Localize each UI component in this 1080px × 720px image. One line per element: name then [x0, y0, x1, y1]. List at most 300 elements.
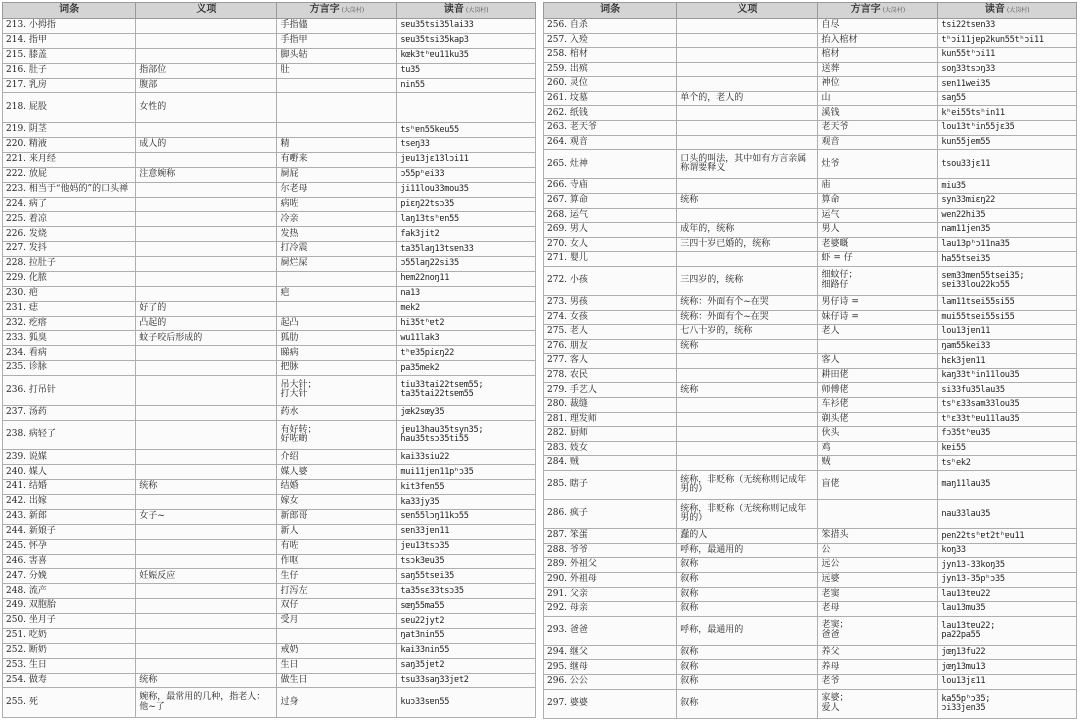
meaning-cell — [677, 354, 818, 369]
dialect-word-cell: 冷亲 — [277, 212, 397, 227]
table-row — [544, 368, 1077, 383]
pronunciation-cell: jœk2sœy35 — [397, 405, 536, 420]
term-cell: 254. 做寿 — [3, 673, 136, 688]
table-row — [3, 346, 536, 361]
pronunciation-cell: hɐm22noŋ11 — [397, 271, 536, 286]
meaning-cell: 单个的，老人的 — [677, 91, 818, 106]
header-term: 词条 — [544, 3, 677, 19]
term-cell: 266. 寺庙 — [544, 179, 677, 194]
meaning-cell — [677, 441, 818, 456]
pronunciation-cell: jyn13-33koŋ35 — [938, 558, 1077, 573]
dialect-word-cell: 老人 — [818, 325, 938, 340]
dialect-word-cell: 作呕 — [277, 554, 397, 569]
meaning-cell — [136, 257, 277, 272]
pronunciation-cell: saŋ55 — [938, 91, 1077, 106]
meaning-cell: 叙称 — [677, 645, 818, 660]
term-cell: 238. 病轻了 — [3, 420, 136, 450]
pronunciation-cell: jɐu13hau35tsyn35; hau35tsɔ35ti55 — [397, 420, 536, 450]
table-row — [3, 450, 536, 465]
pronunciation-cell: laŋ13tsʰɐn55 — [397, 212, 536, 227]
meaning-cell — [677, 121, 818, 136]
meaning-cell — [677, 412, 818, 427]
table-row — [544, 645, 1077, 660]
dialect-word-cell: 盲佬 — [818, 470, 938, 499]
table-row — [544, 295, 1077, 310]
pronunciation-cell: piɛŋ22tsɔ35 — [397, 197, 536, 212]
meaning-cell — [136, 376, 277, 406]
meaning-cell: 呼称，最通用的 — [677, 616, 818, 645]
dialect-word-cell — [277, 271, 397, 286]
pronunciation-cell: sɐn11wei35 — [938, 77, 1077, 92]
pronunciation-cell: ŋam55kei33 — [938, 339, 1077, 354]
table-row — [3, 152, 536, 167]
pronunciation-cell: tsʰɛ33sam33lou35 — [938, 398, 1077, 413]
table-row — [544, 675, 1077, 690]
term-cell: 295. 继母 — [544, 660, 677, 675]
meaning-cell — [136, 182, 277, 197]
term-cell: 245. 怀孕 — [3, 539, 136, 554]
term-cell: 247. 分娩 — [3, 569, 136, 584]
meaning-cell — [136, 465, 277, 480]
dialect-word-cell: 媒人婆 — [277, 465, 397, 480]
meaning-cell — [677, 48, 818, 63]
header-meaning: 义项 — [136, 3, 277, 19]
dialect-word-cell: 受月 — [277, 614, 397, 629]
table-row — [544, 252, 1077, 267]
meaning-cell: 统称 — [677, 339, 818, 354]
table-row — [3, 138, 536, 153]
table-row — [3, 465, 536, 480]
table-row — [544, 77, 1077, 92]
dialect-word-cell: 车衫佬 — [818, 398, 938, 413]
pronunciation-cell: lau13tɐu22; pa22pa55 — [938, 616, 1077, 645]
meaning-cell: 统称，非贬称（无统称则记成年男的） — [677, 470, 818, 499]
dialect-word-cell — [277, 78, 397, 93]
table-row — [3, 212, 536, 227]
table-row — [544, 427, 1077, 442]
dialect-word-cell: 吊大针； 打大针 — [277, 376, 397, 406]
table-row — [3, 227, 536, 242]
meaning-cell — [136, 33, 277, 48]
pronunciation-cell: nam11jen35 — [938, 223, 1077, 238]
dialect-word-cell: 生仔 — [277, 569, 397, 584]
meaning-cell — [136, 19, 277, 34]
dialect-word-cell: 有咗 — [277, 539, 397, 554]
term-cell: 219. 阴茎 — [3, 123, 136, 138]
pronunciation-cell: wen22hi35 — [938, 208, 1077, 223]
left-table-panel — [2, 2, 536, 718]
meaning-cell: 叙称 — [677, 572, 818, 587]
pronunciation-cell: saŋ35jɐt2 — [397, 658, 536, 673]
dialect-word-cell: 屙烂屎 — [277, 257, 397, 272]
table-row — [544, 62, 1077, 77]
term-cell: 216. 肚子 — [3, 63, 136, 78]
meaning-cell: 统称：外面有个~在哭 — [677, 310, 818, 325]
dialect-word-cell: 妹仔诗 = — [818, 310, 938, 325]
term-cell: 231. 痣 — [3, 301, 136, 316]
dialect-word-cell: 笨措头 — [818, 529, 938, 544]
term-cell: 217. 乳房 — [3, 78, 136, 93]
meaning-cell: 统称 — [136, 480, 277, 495]
term-cell: 277. 客人 — [544, 354, 677, 369]
term-cell: 271. 婴儿 — [544, 252, 677, 267]
dialect-word-cell: 家婆； 爱人 — [818, 689, 938, 718]
term-cell: 215. 膝盖 — [3, 48, 136, 63]
pronunciation-cell: ka55pʰɔ35; ɔi33jen35 — [938, 689, 1077, 718]
meaning-cell: 叙称 — [677, 675, 818, 690]
meaning-cell: 统称 — [136, 673, 277, 688]
dialect-word-cell: 公 — [818, 543, 938, 558]
term-cell: 258. 棺材 — [544, 48, 677, 63]
meaning-cell — [677, 398, 818, 413]
term-cell: 233. 狐臭 — [3, 331, 136, 346]
header-dialect-note: (大岗村) — [882, 7, 906, 15]
term-cell: 226. 发烧 — [3, 227, 136, 242]
term-cell: 225. 着凉 — [3, 212, 136, 227]
term-cell: 281. 理发师 — [544, 412, 677, 427]
dialect-word-cell: 睇病 — [277, 346, 397, 361]
meaning-cell: 婉称，最常用的几种，指老人：他~了 — [136, 688, 277, 718]
pronunciation-cell: kuɔ33sɐn55 — [397, 688, 536, 718]
dialect-word-cell: 狐肋 — [277, 331, 397, 346]
meaning-cell — [677, 135, 818, 150]
term-cell: 223. 相当于“他妈的”的口头禅 — [3, 182, 136, 197]
table-row — [3, 242, 536, 257]
meaning-cell — [136, 197, 277, 212]
meaning-cell — [136, 152, 277, 167]
pronunciation-cell: kʰei55tsʰin11 — [938, 106, 1077, 121]
pronunciation-cell: kœk3tʰɐu11ku35 — [397, 48, 536, 63]
pronunciation-cell: fɔ35tʰɐu35 — [938, 427, 1077, 442]
term-cell: 220. 精液 — [3, 138, 136, 153]
table-row — [3, 420, 536, 450]
table-row — [3, 688, 536, 718]
term-cell: 287. 笨蛋 — [544, 529, 677, 544]
dialect-word-cell: 肚 — [277, 63, 397, 78]
pronunciation-cell: sɐu35tsi35kap3 — [397, 33, 536, 48]
dialect-word-cell — [818, 500, 938, 529]
dialect-word-cell: 打泻左 — [277, 584, 397, 599]
table-row — [544, 325, 1077, 340]
pronunciation-cell: koŋ33 — [938, 543, 1077, 558]
table-row — [544, 354, 1077, 369]
table-row — [544, 441, 1077, 456]
pronunciation-cell: sœŋ55ma55 — [397, 599, 536, 614]
meaning-cell — [136, 658, 277, 673]
meaning-cell — [136, 48, 277, 63]
pronunciation-cell: hɛk3jɐn11 — [938, 354, 1077, 369]
meaning-cell — [677, 62, 818, 77]
dialect-word-cell: 疤 — [277, 286, 397, 301]
table-row — [3, 19, 536, 34]
term-cell: 224. 病了 — [3, 197, 136, 212]
table-row — [544, 179, 1077, 194]
term-cell: 259. 出殡 — [544, 62, 677, 77]
meaning-cell: 三四岁的，统称 — [677, 266, 818, 295]
meaning-cell: 好了的 — [136, 301, 277, 316]
term-cell: 283. 妓女 — [544, 441, 677, 456]
table-row — [3, 257, 536, 272]
table-row — [544, 91, 1077, 106]
pronunciation-cell: nin55 — [397, 78, 536, 93]
table-row — [3, 599, 536, 614]
table-row — [3, 316, 536, 331]
pronunciation-cell: tsɔk3ɐu35 — [397, 554, 536, 569]
term-cell: 279. 手艺人 — [544, 383, 677, 398]
dialect-word-cell: 伙头 — [818, 427, 938, 442]
table-row — [544, 689, 1077, 718]
dialect-table-right — [543, 2, 1077, 719]
table-row — [544, 208, 1077, 223]
dialect-word-cell: 灶爷 — [818, 150, 938, 179]
term-cell: 274. 女孩 — [544, 310, 677, 325]
pronunciation-cell: hi35tʰɐt2 — [397, 316, 536, 331]
table-row — [3, 167, 536, 182]
meaning-cell — [136, 584, 277, 599]
meaning-cell: 统称 — [677, 383, 818, 398]
dialect-word-cell: 有好转； 好咗啲 — [277, 420, 397, 450]
pronunciation-cell: tsu33saŋ33jɐt2 — [397, 673, 536, 688]
term-cell: 228. 拉肚子 — [3, 257, 136, 272]
header-dialect: 方言字 (大岗村) — [818, 3, 938, 19]
dialect-word-cell: 新人 — [277, 524, 397, 539]
pronunciation-cell: sɐu35tsi35lai33 — [397, 19, 536, 34]
pronunciation-cell: mek2 — [397, 301, 536, 316]
term-cell: 267. 算命 — [544, 193, 677, 208]
table-row — [3, 78, 536, 93]
term-cell: 261. 坟墓 — [544, 91, 677, 106]
meaning-cell: 口头的叫法，其中如有方言亲属称谓要释义 — [677, 150, 818, 179]
pronunciation-cell: tsʰɐn55keu55 — [397, 123, 536, 138]
pronunciation-cell: ha55tsei35 — [938, 252, 1077, 267]
table-row — [544, 310, 1077, 325]
term-cell: 249. 双胞胎 — [3, 599, 136, 614]
term-cell: 251. 吃奶 — [3, 628, 136, 643]
dialect-word-cell: 药水 — [277, 405, 397, 420]
pronunciation-cell: tu35 — [397, 63, 536, 78]
table-row — [544, 135, 1077, 150]
pronunciation-cell: tsʰek2 — [938, 456, 1077, 471]
term-cell: 221. 来月经 — [3, 152, 136, 167]
header-pronunciation: 读音 (大岗村) — [397, 3, 536, 19]
table-row — [3, 643, 536, 658]
pronunciation-cell: nau33lau35 — [938, 500, 1077, 529]
pronunciation-cell: ji11lou33mou35 — [397, 182, 536, 197]
table-row — [3, 331, 536, 346]
pronunciation-cell: fak3jit2 — [397, 227, 536, 242]
table-row — [3, 614, 536, 629]
pronunciation-cell: lou13jɐn11 — [938, 325, 1077, 340]
dialect-word-cell: 把脉 — [277, 361, 397, 376]
term-cell: 241. 结婚 — [3, 480, 136, 495]
pronunciation-cell: maŋ11lau35 — [938, 470, 1077, 499]
meaning-cell — [136, 450, 277, 465]
table-row — [544, 383, 1077, 398]
pronunciation-cell: tʰɔi11jɐp2kun55tʰɔi11 — [938, 33, 1077, 48]
dialect-word-cell: 做生日 — [277, 673, 397, 688]
dialect-word-cell: 远婆 — [818, 572, 938, 587]
dialect-word-cell: 养母 — [818, 660, 938, 675]
dialect-word-cell: 新郎哥 — [277, 509, 397, 524]
dialect-word-cell: 棺材 — [818, 48, 938, 63]
dialect-word-cell: 自尽 — [818, 19, 938, 34]
header-term: 词条 — [3, 3, 136, 19]
term-cell: 253. 生日 — [3, 658, 136, 673]
term-cell: 278. 农民 — [544, 368, 677, 383]
meaning-cell — [136, 123, 277, 138]
pronunciation-cell: kun55jem55 — [938, 135, 1077, 150]
pronunciation-cell: sɐm33mɐn55tsei35; sɐi33lou22kɔ55 — [938, 266, 1077, 295]
meaning-cell: 蚊子咬后形成的 — [136, 331, 277, 346]
dialect-word-cell: 精 — [277, 138, 397, 153]
meaning-cell — [136, 242, 277, 257]
term-cell: 235. 诊脉 — [3, 361, 136, 376]
term-cell: 289. 外祖父 — [544, 558, 677, 573]
term-cell: 214. 指甲 — [3, 33, 136, 48]
pronunciation-cell: lam11tsei55si55 — [938, 295, 1077, 310]
meaning-cell: 蠢的人 — [677, 529, 818, 544]
dialect-word-cell: 病咗 — [277, 197, 397, 212]
term-cell: 250. 坐月子 — [3, 614, 136, 629]
table-header-row — [3, 3, 536, 19]
dialect-word-cell: 男仔诗 = — [818, 295, 938, 310]
meaning-cell — [677, 456, 818, 471]
table-row — [544, 237, 1077, 252]
pronunciation-cell: tʰɐ35piɛŋ22 — [397, 346, 536, 361]
pronunciation-cell: lau13tɐu22 — [938, 587, 1077, 602]
term-cell: 294. 继父 — [544, 645, 677, 660]
pronunciation-cell: lau13mu35 — [938, 602, 1077, 617]
pronunciation-cell: ɔ55pʰei33 — [397, 167, 536, 182]
table-row — [544, 33, 1077, 48]
term-cell: 222. 放屁 — [3, 167, 136, 182]
table-row — [3, 584, 536, 599]
dialect-word-cell: 庙 — [818, 179, 938, 194]
table-row — [544, 456, 1077, 471]
pronunciation-cell: jœŋ13fu22 — [938, 645, 1077, 660]
term-cell: 290. 外祖母 — [544, 572, 677, 587]
pronunciation-cell: tiu33tai22tsɐm55; ta35tai22tsɐm55 — [397, 376, 536, 406]
term-cell: 236. 打吊针 — [3, 376, 136, 406]
term-cell: 246. 害喜 — [3, 554, 136, 569]
table-row — [544, 48, 1077, 63]
pronunciation-cell: sɐn33jɐn11 — [397, 524, 536, 539]
table-row — [3, 539, 536, 554]
meaning-cell — [677, 179, 818, 194]
header-pron-note: (大岗村) — [465, 7, 489, 15]
table-row — [3, 33, 536, 48]
term-cell: 297. 婆婆 — [544, 689, 677, 718]
term-cell: 218. 屁股 — [3, 93, 136, 123]
meaning-cell — [677, 19, 818, 34]
table-row — [544, 602, 1077, 617]
meaning-cell — [136, 554, 277, 569]
meaning-cell — [677, 208, 818, 223]
dialect-word-cell — [818, 339, 938, 354]
pronunciation-cell: ɔ55laŋ22si35 — [397, 257, 536, 272]
meaning-cell: 成人的 — [136, 138, 277, 153]
term-cell: 243. 新郎 — [3, 509, 136, 524]
table-row — [544, 223, 1077, 238]
meaning-cell — [136, 643, 277, 658]
table-row — [544, 572, 1077, 587]
dialect-word-cell: 嫁女 — [277, 495, 397, 510]
pronunciation-cell: kaŋ33tʰin11lou35 — [938, 368, 1077, 383]
term-cell: 229. 化脓 — [3, 271, 136, 286]
dialect-word-cell — [277, 628, 397, 643]
meaning-cell — [677, 106, 818, 121]
term-cell: 284. 贼 — [544, 456, 677, 471]
table-row — [544, 412, 1077, 427]
dialect-word-cell: 起凸 — [277, 316, 397, 331]
meaning-cell: 叙称 — [677, 587, 818, 602]
table-row — [3, 658, 536, 673]
dialect-word-cell: 剃头佬 — [818, 412, 938, 427]
pronunciation-cell: tsi22tsɐn33 — [938, 19, 1077, 34]
table-row — [544, 106, 1077, 121]
meaning-cell — [136, 227, 277, 242]
dialect-word-cell: 戒奶 — [277, 643, 397, 658]
term-cell: 230. 疤 — [3, 286, 136, 301]
term-cell: 293. 爸爸 — [544, 616, 677, 645]
dialect-word-cell: 远公 — [818, 558, 938, 573]
meaning-cell — [136, 495, 277, 510]
dialect-word-cell: 客人 — [818, 354, 938, 369]
term-cell: 227. 发抖 — [3, 242, 136, 257]
term-cell: 239. 说媒 — [3, 450, 136, 465]
table-row — [544, 587, 1077, 602]
meaning-cell: 妊娠反应 — [136, 569, 277, 584]
pronunciation-cell: mui11jɐn11pʰɔ35 — [397, 465, 536, 480]
meaning-cell — [677, 368, 818, 383]
dialect-word-cell: 老母 — [818, 602, 938, 617]
meaning-cell — [136, 628, 277, 643]
term-cell: 262. 纸钱 — [544, 106, 677, 121]
pronunciation-cell: kai33nin55 — [397, 643, 536, 658]
term-cell: 240. 媒人 — [3, 465, 136, 480]
pronunciation-cell: pa35mek2 — [397, 361, 536, 376]
term-cell: 252. 断奶 — [3, 643, 136, 658]
table-row — [3, 197, 536, 212]
header-pron-note: (大岗村) — [1006, 7, 1030, 15]
table-body-right — [544, 19, 1077, 719]
meaning-cell: 七八十岁的，统称 — [677, 325, 818, 340]
dialect-word-cell: 介绍 — [277, 450, 397, 465]
table-row — [3, 286, 536, 301]
dialect-word-cell: 细蚊仔； 细路仔 — [818, 266, 938, 295]
dialect-word-cell: 发热 — [277, 227, 397, 242]
dialect-word-cell: 算命 — [818, 193, 938, 208]
term-cell: 264. 观音 — [544, 135, 677, 150]
term-cell: 296. 公公 — [544, 675, 677, 690]
meaning-cell: 统称 — [677, 193, 818, 208]
table-row — [3, 628, 536, 643]
table-row — [544, 121, 1077, 136]
table-row — [544, 398, 1077, 413]
meaning-cell: 叙称 — [677, 689, 818, 718]
term-cell: 237. 汤药 — [3, 405, 136, 420]
table-row — [3, 480, 536, 495]
table-row — [3, 509, 536, 524]
dialect-word-cell: 贼 — [818, 456, 938, 471]
table-row — [544, 529, 1077, 544]
header-pronunciation: 读音 (大岗村) — [938, 3, 1077, 19]
pronunciation-cell: jɐu13jɛ13lɔi11 — [397, 152, 536, 167]
pronunciation-cell: jɐu13tsɔ35 — [397, 539, 536, 554]
table-row — [544, 193, 1077, 208]
dialect-word-cell: 抬入棺材 — [818, 33, 938, 48]
pronunciation-cell: ta35sɛ33tsɔ35 — [397, 584, 536, 599]
